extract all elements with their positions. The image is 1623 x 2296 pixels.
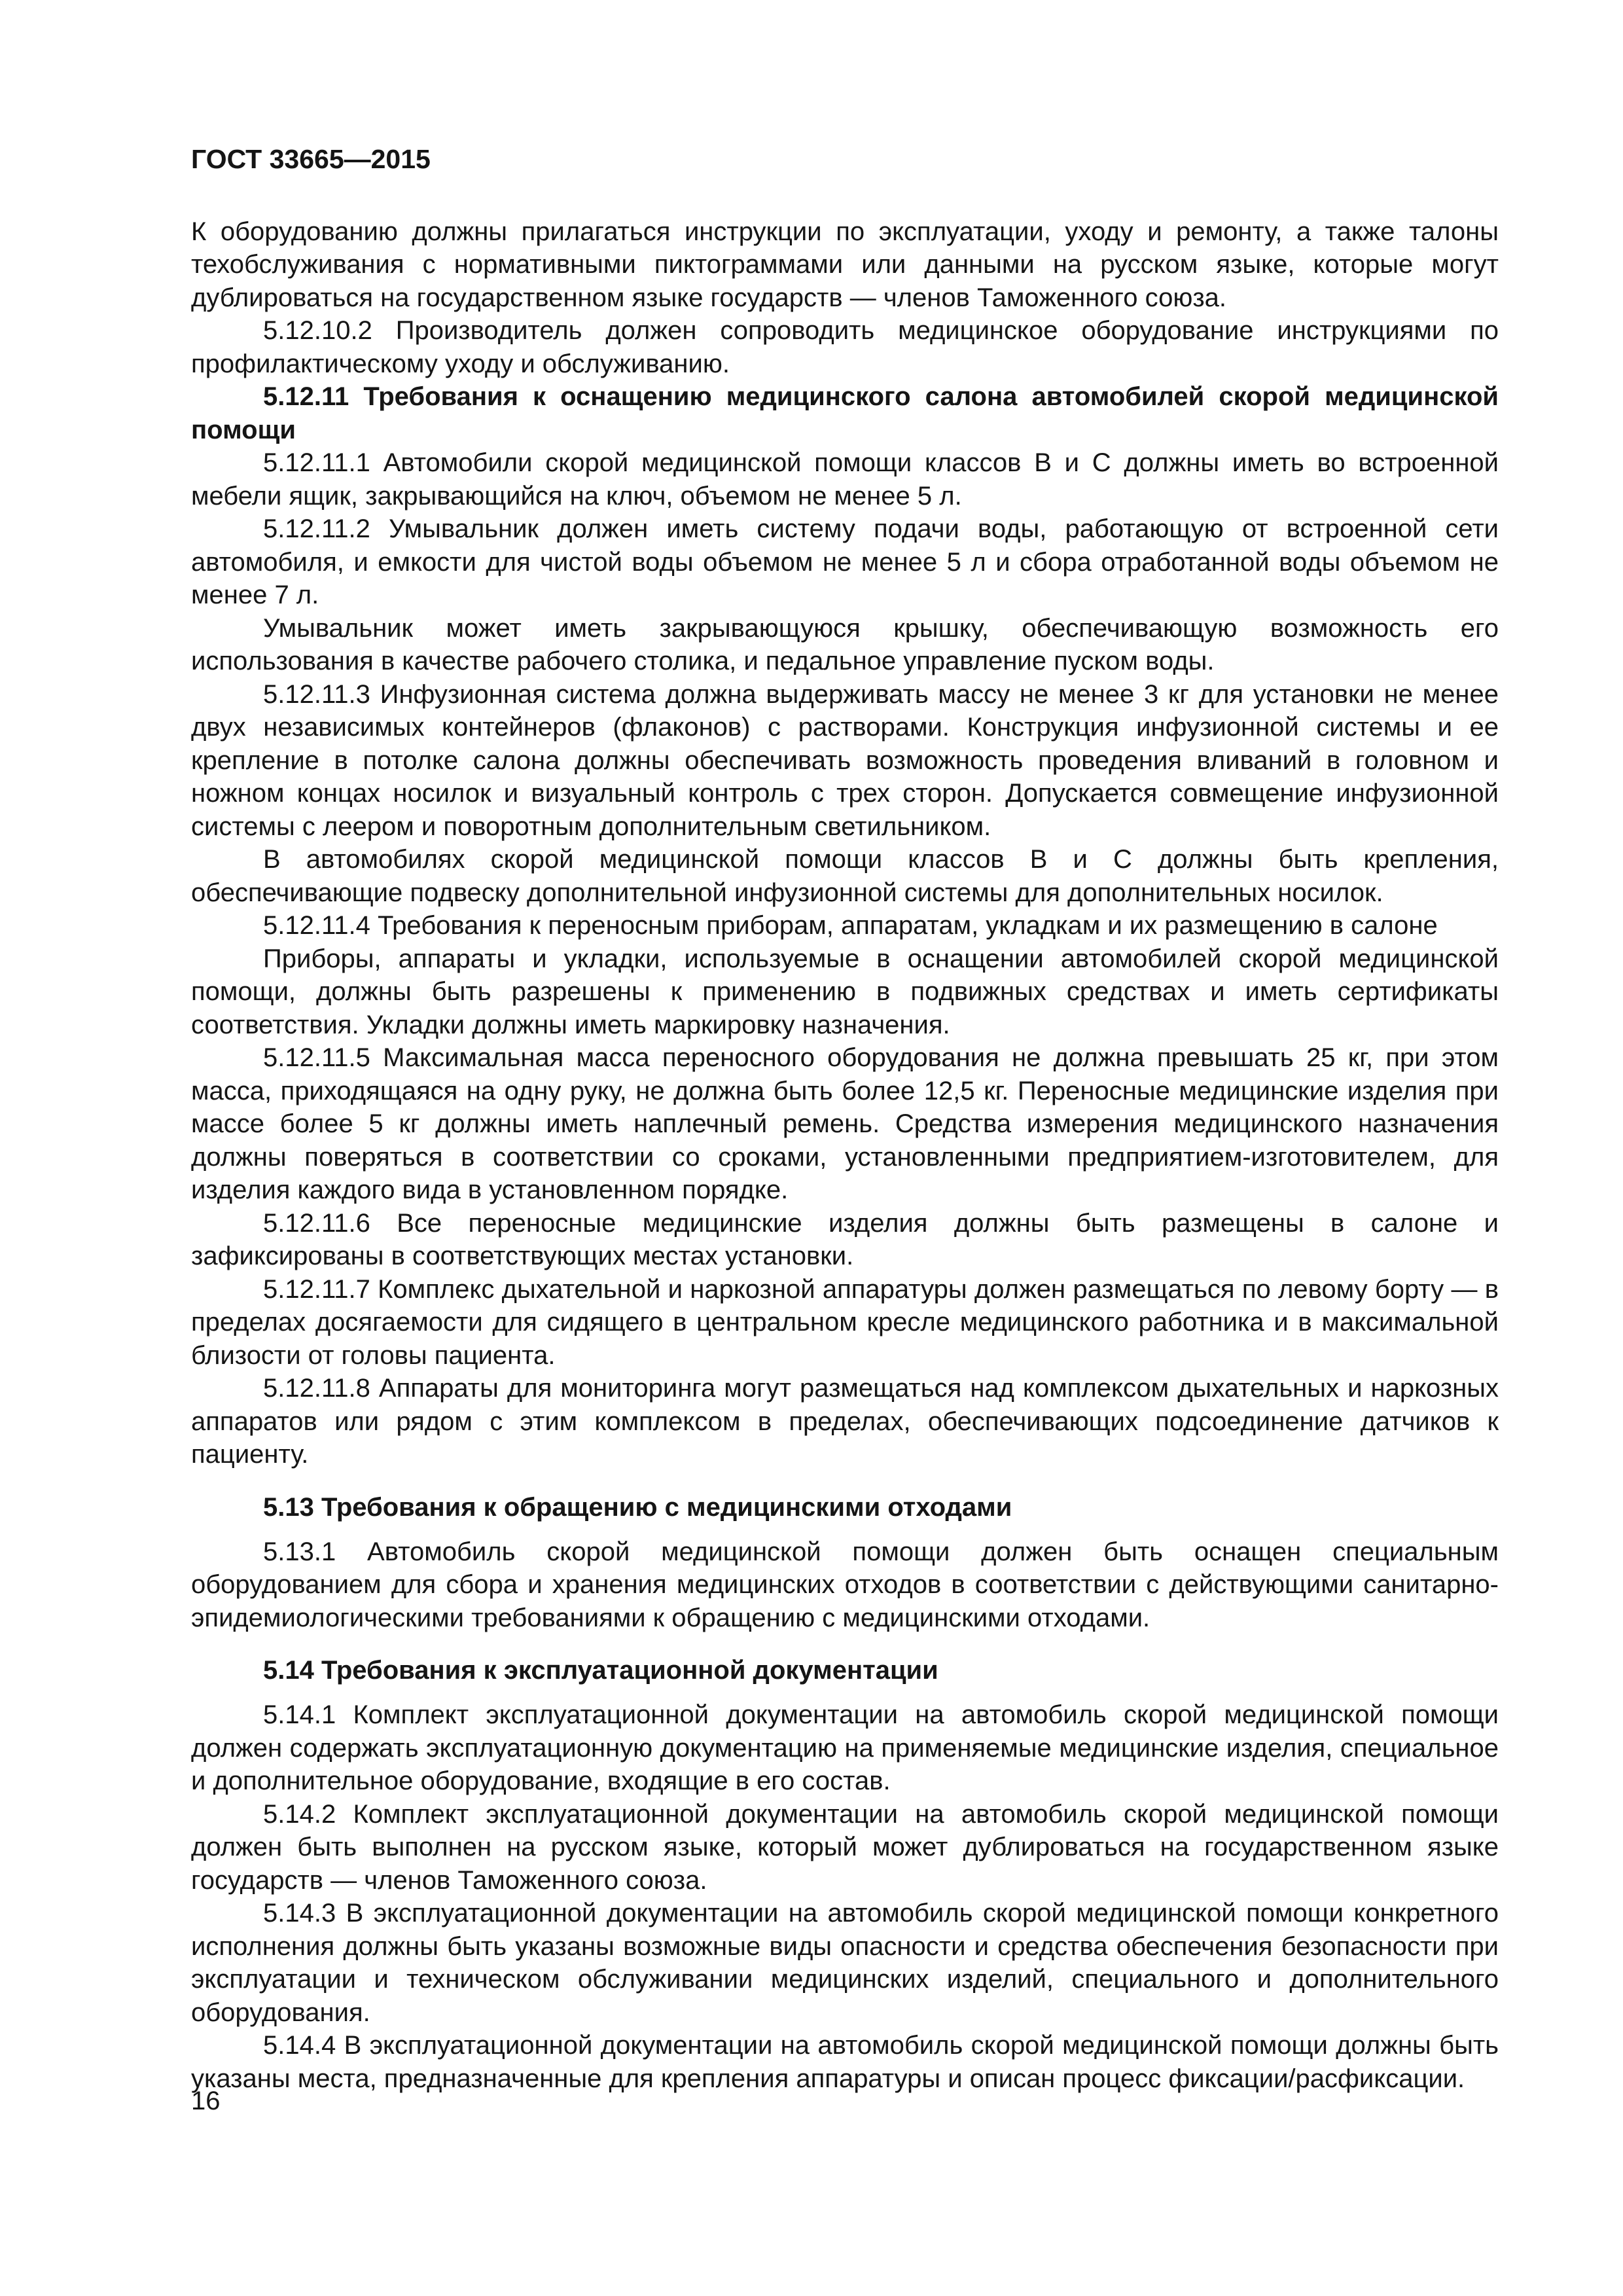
section-heading-5-13: 5.13 Требования к обращению с медицинскими отходами	[263, 1492, 1012, 1522]
subheading-5-12-11: 5.12.11 Требования к оснащению медицинского салона автомобилей скорой медицинской помощи	[191, 382, 1499, 444]
paragraph-5-12-11-8: 5.12.11.8 Аппараты для мониторинга могут размещаться над комплексом дыхательных и наркозных аппаратов или рядом с этим комплексом в пределах, обеспечивающих подсоединение датчиков к пациенту.	[191, 1374, 1499, 1469]
paragraph-5-14-2: 5.14.2 Комплект эксплуатационной документации на автомобиль скорой медицинской помощи должен быть выполнен на русском языке, который может дублироваться на государственном языке государств — членов Таможенного союза.	[191, 1799, 1499, 1895]
paragraph-5-12-11-5: 5.12.11.5 Максимальная масса переносного оборудования не должна превышать 25 кг, при этом масса, приходящаяся на одну руку, не должна быть более 12,5 кг. Переносные медицинские изделия при массе более 5 кг должны иметь наплечный ремень. Средства измерения медицинского назначения должны поверяться в соответствии со сроками, установленными предприятием-изготовителем, для изделия каждого вида в установленном порядке.	[191, 1043, 1499, 1204]
paragraph-infusion-mounts: В автомобилях скорой медицинской помощи классов В и С должны быть крепления, обеспечивающие подвеску дополнительной инфузионной системы для дополнительных носилок.	[191, 845, 1499, 907]
paragraph-5-14-4: 5.14.4 В эксплуатационной документации на автомобиль скорой медицинской помощи должны быть указаны места, предназначенные для крепления аппаратуры и описан процесс фиксации/расфиксации.	[191, 2031, 1499, 2093]
paragraph-5-14-3: 5.14.3 В эксплуатационной документации на автомобиль скорой медицинской помощи конкретного исполнения должны быть указаны возможные виды опасности и средства обеспечения безопасности при эксплуатации и техническом обслуживании медицинских изделий, специального и дополнительного оборудования.	[191, 1899, 1499, 2027]
paragraph-5-12-11-1: 5.12.11.1 Автомобили скорой медицинской помощи классов В и С должны иметь во встроенной мебели ящик, закрывающийся на ключ, объемом не менее 5 л.	[191, 448, 1499, 511]
paragraph-5-12-11-7: 5.12.11.7 Комплекс дыхательной и наркозной аппаратуры должен размещаться по левому борту — в пределах досягаемости для сидящего в центральном кресле медицинского работника и в максимальной близости от головы пациента.	[191, 1274, 1499, 1370]
paragraph-5-13-1: 5.13.1 Автомобиль скорой медицинской помощи должен быть оснащен специальным оборудованием для сбора и хранения медицинских отходов в соответствии с действующими санитарно-эпидемиологическими требованиями к обращению с медицинскими отходами.	[191, 1537, 1499, 1632]
paragraph-equipment-instructions: К оборудованию должны прилагаться инструкции по эксплуатации, уходу и ремонту, а также талоны техобслуживания с нормативными пиктограммами или данными на русском языке, которые могут дублироваться на государственном языке государств — членов Таможенного союза.	[191, 217, 1499, 312]
section-heading-5-14: 5.14 Требования к эксплуатационной документации	[263, 1656, 938, 1685]
paragraph-5-14-1: 5.14.1 Комплект эксплуатационной документации на автомобиль скорой медицинской помощи должен содержать эксплуатационную документацию на применяемые медицинские изделия, специальное и дополнительное оборудование, входящие в его состав.	[191, 1700, 1499, 1795]
paragraph-5-12-11-3: 5.12.11.3 Инфузионная система должна выдерживать массу не менее 3 кг для установки не менее двух независимых контейнеров (флаконов) с растворами. Конструкция инфузионной системы и ее крепление в потолке салона должны обеспечивать возможность проведения вливаний в головном и ножном концах носилок и визуальный контроль с трех сторон. Допускается совмещение инфузионной системы с леером и поворотным дополнительным светильником.	[191, 679, 1499, 841]
paragraph-5-12-11-2: 5.12.11.2 Умывальник должен иметь систему подачи воды, работающую от встроенной сети автомобиля, и емкости для чистой воды объемом не менее 5 л и сбора отработанной воды объемом не менее 7 л.	[191, 514, 1499, 609]
paragraph-5-12-11-4: 5.12.11.4 Требования к переносным приборам, аппаратам, укладкам и их размещению в салоне	[263, 911, 1438, 940]
document-page	[191, 143, 1499, 2095]
page-number: 16	[191, 2087, 221, 2115]
document-header: ГОСТ 33665—2015	[191, 144, 431, 174]
paragraph-washbasin-lid: Умывальник может иметь закрывающуюся крышку, обеспечивающую возможность его использования в качестве рабочего столика, и педальное управление пуском воды.	[191, 613, 1499, 675]
paragraph-5-12-11-6: 5.12.11.6 Все переносные медицинские изделия должны быть размещены в салоне и зафиксированы в соответствующих местах установки.	[191, 1208, 1499, 1270]
paragraph-5-12-10-2: 5.12.10.2 Производитель должен сопроводить медицинское оборудование инструкциями по профилактическому уходу и обслуживанию.	[191, 316, 1499, 378]
paragraph-portable-devices: Приборы, аппараты и укладки, используемые в оснащении автомобилей скорой медицинской помощи, должны быть разрешены к применению в подвижных средствах и иметь сертификаты соответствия. Укладки должны иметь маркировку назначения.	[191, 944, 1499, 1039]
